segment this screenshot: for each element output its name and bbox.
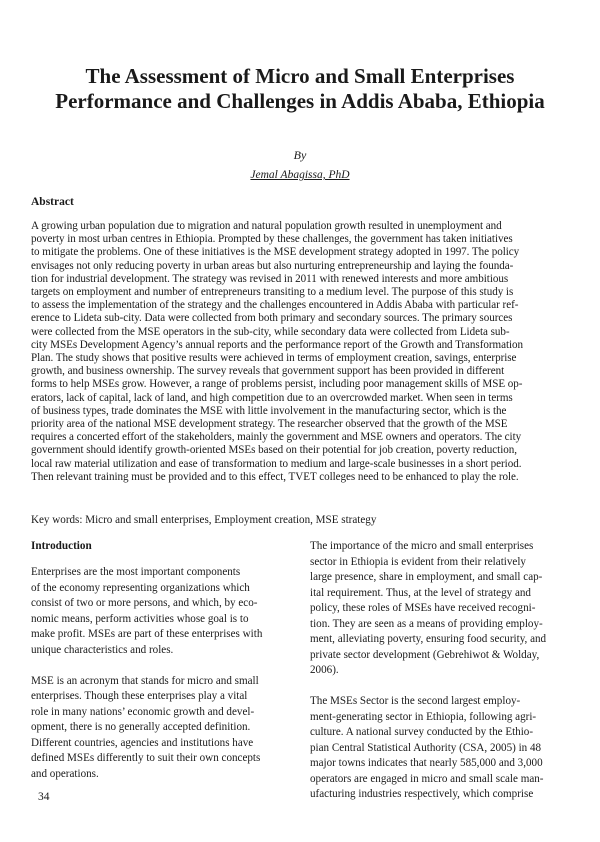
paper-title: The Assessment of Micro and Small Enterprises Performance and Challenges in Addis Ababa, Ethiopia — [55, 64, 545, 113]
paragraph-line: 2006). — [310, 664, 339, 676]
paragraph — [310, 694, 572, 803]
abstract-line: priority area of the national MSE development strategy. The researcher observed that the growth of the MSE — [31, 418, 508, 431]
paragraph-line: sector in Ethiopia is evident from their relatively — [310, 555, 526, 568]
abstract-line: to assess the implementation of the strategy and the challenges encountered in Addis Ababa with particular ref- — [31, 299, 519, 312]
paragraph-line: private sector development (Gebrehiwot & Wolday, — [310, 648, 540, 661]
abstract-line: Then relevant training must be provided and to this effect, TVET colleges need to be enhanced to play the role. — [31, 470, 519, 483]
paragraph-line: Enterprises are the most important components — [31, 566, 241, 578]
paragraph-line: pian Central Statistical Authority (CSA, 2005) in 48 — [310, 741, 542, 754]
abstract-line: of business types, trade dominates the MSE with little involvement in the manufacturing sector, which is the — [31, 404, 507, 417]
paragraph-line: unique characteristics and roles. — [31, 643, 174, 656]
paragraph-line: The MSEs Sector is the second largest employ- — [310, 695, 521, 707]
paragraph — [31, 674, 293, 783]
paragraph-line: of the economy representing organizations which — [31, 581, 250, 594]
paragraph-line: enterprises. Though these enterprises play a vital — [31, 690, 248, 702]
paragraph-line: ital requirement. Thus, at the level of strategy and — [310, 586, 531, 599]
page-number: 34 — [38, 791, 50, 803]
abstract-heading: Abstract — [31, 196, 74, 208]
paragraph-line: ment, alleviating poverty, ensuring food security, and — [310, 633, 547, 645]
paragraph-line: policy, these roles of MSEs have received recogni- — [310, 602, 536, 614]
paragraph-line: culture. A national survey conducted by the Ethio- — [310, 726, 534, 738]
paragraph-line: nomic means, perform activities whose goal is to — [31, 612, 249, 625]
paragraph-line: opment, there is no generally accepted definition. — [31, 721, 251, 733]
paragraph-gap — [310, 679, 572, 695]
paragraph — [31, 565, 293, 658]
right-column — [310, 539, 572, 803]
abstract-line: envisages not only reducing poverty in urban areas but also nurturing entrepreneurship and laying the founda- — [31, 259, 514, 272]
left-column — [31, 565, 293, 782]
abstract-line: Plan. The study shows that positive results were achieved in terms of employment creation, savings, enterprise — [31, 352, 517, 365]
abstract-line: requires a concerted effort of the stakeholders, mainly the government and MSE owners and operators. The city — [31, 431, 522, 444]
abstract-line: forms to help MSEs grow. However, a range of problems persist, including poor management skills of MSE op- — [31, 378, 523, 391]
abstract-line: poverty in most urban centres in Ethiopia. Prompted by these challenges, the government has taken initiatives — [31, 233, 513, 246]
abstract-line: erence to Lideta sub-city. Data were collected from both primary and secondary sources. The primary sources — [31, 312, 513, 325]
introduction-heading: Introduction — [31, 540, 92, 552]
abstract-line: government should identify growth-oriented MSEs based on their potential for job creation, poverty reduction, — [31, 444, 517, 457]
abstract-line: city MSEs Development Agency’s annual reports and the performance report of the Growth and Transformation — [31, 338, 523, 351]
paragraph-line: role in many nations’ economic growth and devel- — [31, 705, 255, 718]
paragraph-line: MSE is an acronym that stands for micro and small — [31, 674, 259, 687]
abstract-line: to mitigate the problems. One of these initiatives is the MSE development strategy adopted in 1997. The policy — [31, 246, 520, 259]
paragraph-line: operators are engaged in micro and small scale man- — [310, 772, 544, 785]
abstract-line: local raw material utilization and ease of transformation to medium and large-scale businesses in a short period. — [31, 457, 522, 470]
paragraph-line: make profit. MSEs are part of these enterprises with — [31, 628, 263, 640]
paragraph-line: and operations. — [31, 767, 99, 780]
paragraph-line: tion. They are seen as a means of providing employ- — [310, 617, 543, 630]
abstract-line: growth, and business ownership. The survey reveals that government support has been provided in different — [31, 365, 505, 378]
byline: By — [293, 148, 307, 162]
paragraph-line: The importance of the micro and small enterprises — [310, 540, 534, 552]
paragraph-line: large presence, share in employment, and small cap- — [310, 571, 543, 583]
keywords: Key words: Micro and small enterprises, Employment creation, MSE strategy — [31, 514, 377, 526]
abstract-line: targets on employment and number of entrepreneurs transiting to a medium level. The purpose of this study is — [31, 286, 514, 299]
abstract-line: erators, lack of capital, lack of land, and high competition due to an overcrowded market. When seen in terms — [31, 391, 513, 404]
paragraph-line: Different countries, agencies and institutions have — [31, 736, 254, 749]
paragraph-line: ufacturing industries respectively, which comprise — [310, 788, 534, 800]
paragraph-line: defined MSEs differently to suit their own concepts — [31, 752, 261, 764]
paragraph — [310, 539, 572, 679]
abstract-line: A growing urban population due to migration and natural population growth resulted in unemployment and — [31, 220, 502, 232]
paragraph-line: consist of two or more persons, and which, by eco- — [31, 597, 258, 609]
abstract-line: tion for industrial development. The strategy was revised in 2011 with renewed interests and more ambitious — [31, 272, 509, 285]
paragraph-line: ment-generating sector in Ethiopia, following agri- — [310, 710, 537, 723]
abstract-body — [31, 220, 571, 484]
paragraph-line: major towns indicates that nearly 585,000 and 3,000 — [310, 757, 543, 769]
paragraph-gap — [31, 658, 293, 674]
abstract-line: were collected from the MSE operators in the sub-city, while secondary data were collected from Lideta sub- — [31, 325, 510, 338]
author-name: Jemal Abagissa, PhD — [250, 169, 350, 181]
